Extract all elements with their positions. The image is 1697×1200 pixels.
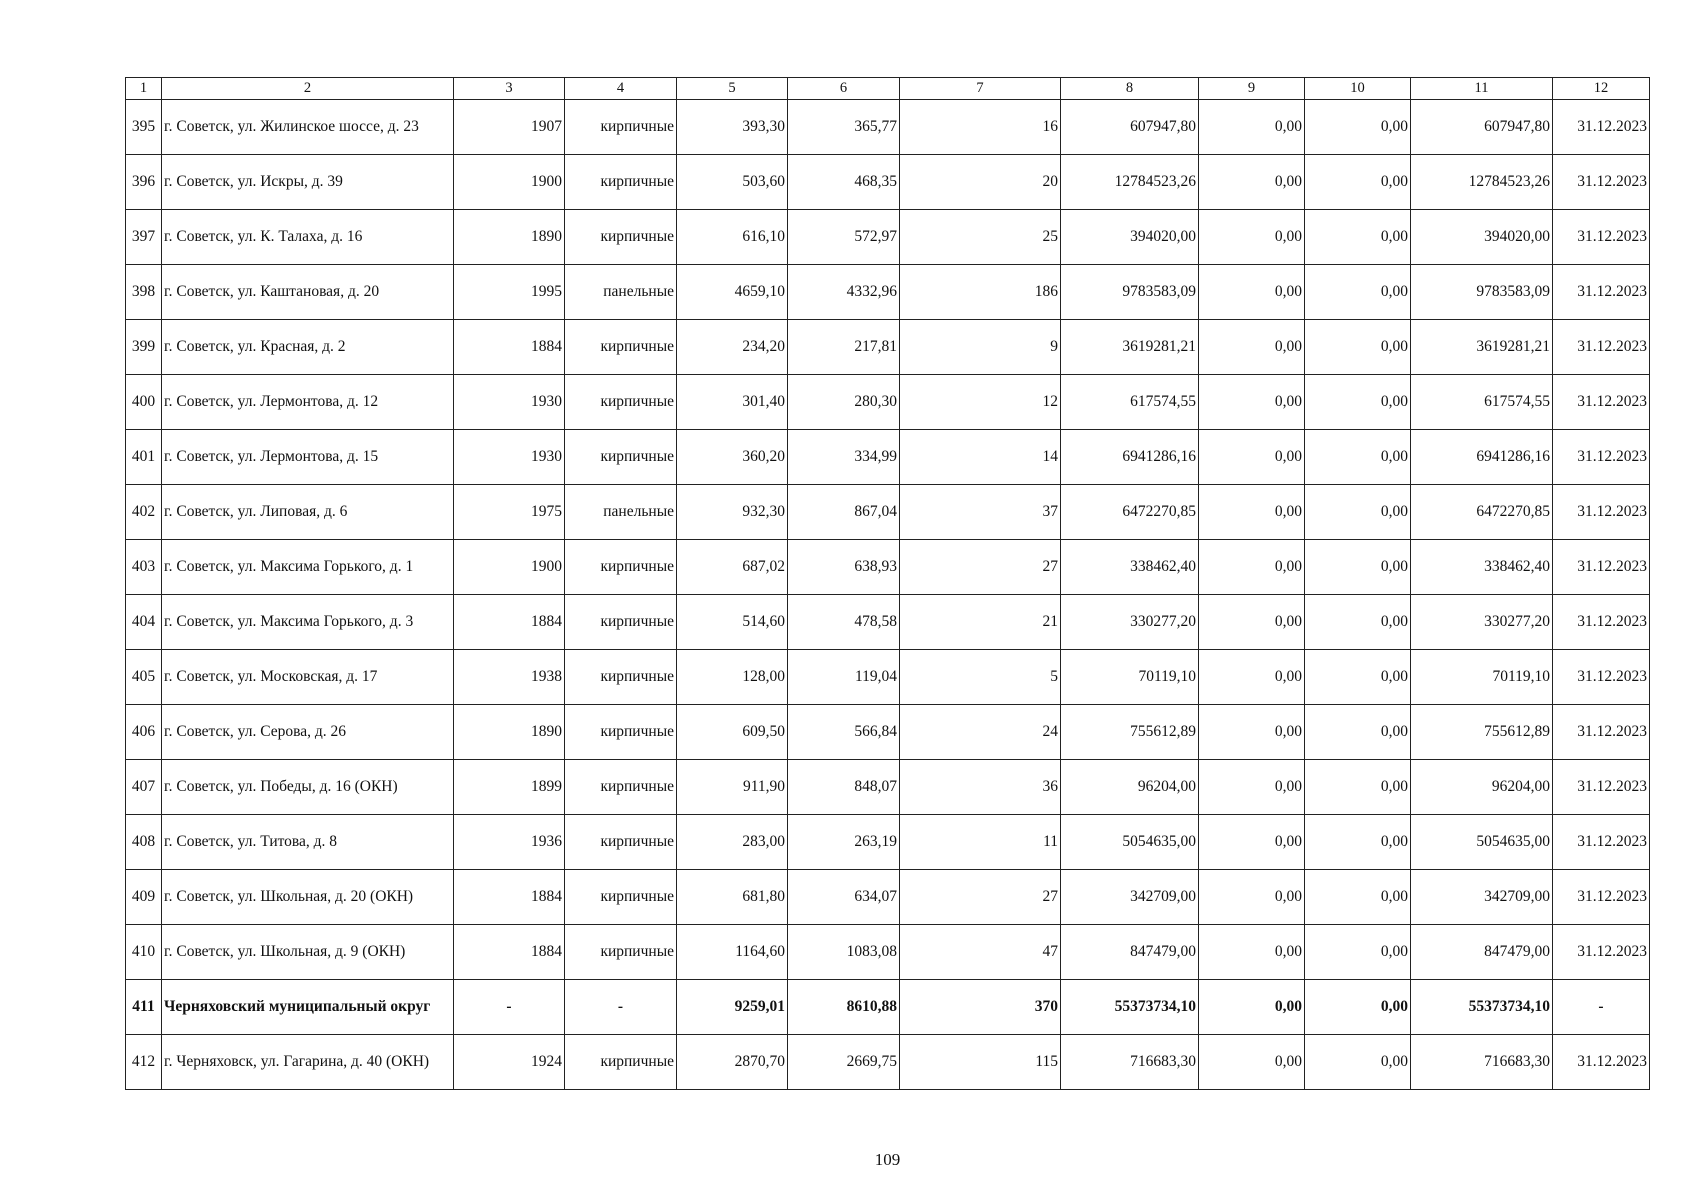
column-header: 12 (1553, 78, 1650, 100)
residential-area-cell: 263,19 (788, 815, 900, 870)
budget-cell: 0,00 (1305, 320, 1411, 375)
owner-funds-cell: 5054635,00 (1411, 815, 1553, 870)
deadline-cell: 31.12.2023 (1553, 485, 1650, 540)
residents-count-cell: 36 (900, 760, 1061, 815)
address-cell: г. Советск, ул. Максима Горького, д. 1 (162, 540, 454, 595)
deadline-cell: 31.12.2023 (1553, 540, 1650, 595)
total-area-cell: 234,20 (677, 320, 788, 375)
column-header: 5 (677, 78, 788, 100)
residents-count-cell: 27 (900, 540, 1061, 595)
address-cell: г. Советск, ул. Титова, д. 8 (162, 815, 454, 870)
total-area-cell: 932,30 (677, 485, 788, 540)
budget-cell: 0,00 (1305, 760, 1411, 815)
table-row (126, 595, 1650, 650)
year-cell: 1884 (454, 870, 565, 925)
cost-cell: 6941286,16 (1061, 430, 1199, 485)
table-row (126, 540, 1650, 595)
page-number: 109 (874, 1150, 901, 1169)
fund-cell: 0,00 (1199, 1035, 1305, 1090)
fund-cell: 0,00 (1199, 375, 1305, 430)
owner-funds-cell: 394020,00 (1411, 210, 1553, 265)
budget-cell: 0,00 (1305, 1035, 1411, 1090)
deadline-cell: 31.12.2023 (1553, 320, 1650, 375)
residential-area-cell: 867,04 (788, 485, 900, 540)
table-row (126, 320, 1650, 375)
column-header: 9 (1199, 78, 1305, 100)
residential-area-cell: 572,97 (788, 210, 900, 265)
table-row (126, 100, 1650, 155)
total-area-cell: 687,02 (677, 540, 788, 595)
row-number-cell: 406 (126, 705, 162, 760)
residents-count-cell: 27 (900, 870, 1061, 925)
address-cell: г. Советск, ул. Школьная, д. 20 (ОКН) (162, 870, 454, 925)
residential-area-cell: 334,99 (788, 430, 900, 485)
residents-count-cell: 16 (900, 100, 1061, 155)
column-header: 8 (1061, 78, 1199, 100)
cost-cell: 96204,00 (1061, 760, 1199, 815)
residential-area-cell: 468,35 (788, 155, 900, 210)
fund-cell: 0,00 (1199, 320, 1305, 375)
wall-material-cell: кирпичные (565, 595, 677, 650)
residents-count-cell: 5 (900, 650, 1061, 705)
wall-material-cell: кирпичные (565, 100, 677, 155)
row-number-cell: 402 (126, 485, 162, 540)
cost-cell: 847479,00 (1061, 925, 1199, 980)
fund-cell: 0,00 (1199, 760, 1305, 815)
deadline-cell: 31.12.2023 (1553, 155, 1650, 210)
wall-material-cell: кирпичные (565, 925, 677, 980)
cost-cell: 9783583,09 (1061, 265, 1199, 320)
table-row (126, 155, 1650, 210)
cost-cell: 3619281,21 (1061, 320, 1199, 375)
fund-cell: 0,00 (1199, 100, 1305, 155)
year-cell: 1936 (454, 815, 565, 870)
year-cell: 1930 (454, 375, 565, 430)
owner-funds-cell: 55373734,10 (1411, 980, 1553, 1035)
deadline-cell: 31.12.2023 (1553, 925, 1650, 980)
deadline-cell: 31.12.2023 (1553, 815, 1650, 870)
table-row (126, 925, 1650, 980)
residential-area-cell: 566,84 (788, 705, 900, 760)
deadline-cell: 31.12.2023 (1553, 210, 1650, 265)
residential-area-cell: 478,58 (788, 595, 900, 650)
residents-count-cell: 186 (900, 265, 1061, 320)
wall-material-cell: кирпичные (565, 1035, 677, 1090)
owner-funds-cell: 617574,55 (1411, 375, 1553, 430)
total-area-cell: 128,00 (677, 650, 788, 705)
wall-material-cell: кирпичные (565, 540, 677, 595)
table-row (126, 210, 1650, 265)
residents-count-cell: 14 (900, 430, 1061, 485)
fund-cell: 0,00 (1199, 540, 1305, 595)
wall-material-cell: кирпичные (565, 705, 677, 760)
budget-cell: 0,00 (1305, 595, 1411, 650)
year-cell: 1900 (454, 540, 565, 595)
column-header: 4 (565, 78, 677, 100)
column-header: 1 (126, 78, 162, 100)
year-cell: 1890 (454, 210, 565, 265)
fund-cell: 0,00 (1199, 430, 1305, 485)
cost-cell: 55373734,10 (1061, 980, 1199, 1035)
residential-area-cell: 8610,88 (788, 980, 900, 1035)
deadline-cell: 31.12.2023 (1553, 760, 1650, 815)
cost-cell: 607947,80 (1061, 100, 1199, 155)
fund-cell: 0,00 (1199, 155, 1305, 210)
wall-material-cell: - (565, 980, 677, 1035)
address-cell: г. Советск, ул. Жилинское шоссе, д. 23 (162, 100, 454, 155)
wall-material-cell: кирпичные (565, 375, 677, 430)
column-header: 6 (788, 78, 900, 100)
residential-area-cell: 634,07 (788, 870, 900, 925)
table-row (126, 485, 1650, 540)
table-row (126, 650, 1650, 705)
cost-cell: 617574,55 (1061, 375, 1199, 430)
wall-material-cell: кирпичные (565, 815, 677, 870)
address-cell: г. Советск, ул. К. Талаха, д. 16 (162, 210, 454, 265)
cost-cell: 755612,89 (1061, 705, 1199, 760)
row-number-cell: 396 (126, 155, 162, 210)
table-row (126, 705, 1650, 760)
address-cell: г. Советск, ул. Каштановая, д. 20 (162, 265, 454, 320)
residents-count-cell: 21 (900, 595, 1061, 650)
fund-cell: 0,00 (1199, 265, 1305, 320)
total-area-cell: 301,40 (677, 375, 788, 430)
residents-count-cell: 370 (900, 980, 1061, 1035)
owner-funds-cell: 716683,30 (1411, 1035, 1553, 1090)
column-header: 10 (1305, 78, 1411, 100)
row-number-cell: 405 (126, 650, 162, 705)
wall-material-cell: кирпичные (565, 870, 677, 925)
wall-material-cell: кирпичные (565, 650, 677, 705)
deadline-cell: 31.12.2023 (1553, 100, 1650, 155)
year-cell: - (454, 980, 565, 1035)
cost-cell: 338462,40 (1061, 540, 1199, 595)
total-area-cell: 514,60 (677, 595, 788, 650)
budget-cell: 0,00 (1305, 265, 1411, 320)
wall-material-cell: панельные (565, 265, 677, 320)
column-header: 11 (1411, 78, 1553, 100)
row-number-cell: 410 (126, 925, 162, 980)
residential-area-cell: 638,93 (788, 540, 900, 595)
deadline-cell: 31.12.2023 (1553, 1035, 1650, 1090)
budget-cell: 0,00 (1305, 870, 1411, 925)
year-cell: 1975 (454, 485, 565, 540)
residents-count-cell: 24 (900, 705, 1061, 760)
cost-cell: 70119,10 (1061, 650, 1199, 705)
total-area-cell: 4659,10 (677, 265, 788, 320)
address-cell: г. Советск, ул. Серова, д. 26 (162, 705, 454, 760)
housing-registry-table (125, 77, 1650, 1090)
year-cell: 1890 (454, 705, 565, 760)
year-cell: 1924 (454, 1035, 565, 1090)
residents-count-cell: 115 (900, 1035, 1061, 1090)
row-number-cell: 404 (126, 595, 162, 650)
deadline-cell: 31.12.2023 (1553, 430, 1650, 485)
residential-area-cell: 848,07 (788, 760, 900, 815)
cost-cell: 330277,20 (1061, 595, 1199, 650)
budget-cell: 0,00 (1305, 980, 1411, 1035)
fund-cell: 0,00 (1199, 650, 1305, 705)
owner-funds-cell: 330277,20 (1411, 595, 1553, 650)
owner-funds-cell: 342709,00 (1411, 870, 1553, 925)
budget-cell: 0,00 (1305, 430, 1411, 485)
deadline-cell: 31.12.2023 (1553, 870, 1650, 925)
residential-area-cell: 1083,08 (788, 925, 900, 980)
row-number-cell: 409 (126, 870, 162, 925)
cost-cell: 5054635,00 (1061, 815, 1199, 870)
column-header: 2 (162, 78, 454, 100)
residents-count-cell: 20 (900, 155, 1061, 210)
fund-cell: 0,00 (1199, 210, 1305, 265)
budget-cell: 0,00 (1305, 650, 1411, 705)
year-cell: 1907 (454, 100, 565, 155)
owner-funds-cell: 6472270,85 (1411, 485, 1553, 540)
residents-count-cell: 11 (900, 815, 1061, 870)
owner-funds-cell: 755612,89 (1411, 705, 1553, 760)
total-area-cell: 393,30 (677, 100, 788, 155)
year-cell: 1995 (454, 265, 565, 320)
table-row (126, 430, 1650, 485)
fund-cell: 0,00 (1199, 870, 1305, 925)
column-header: 3 (454, 78, 565, 100)
cost-cell: 12784523,26 (1061, 155, 1199, 210)
row-number-cell: 411 (126, 980, 162, 1035)
deadline-cell: 31.12.2023 (1553, 595, 1650, 650)
year-cell: 1884 (454, 925, 565, 980)
wall-material-cell: кирпичные (565, 760, 677, 815)
budget-cell: 0,00 (1305, 485, 1411, 540)
owner-funds-cell: 9783583,09 (1411, 265, 1553, 320)
residents-count-cell: 9 (900, 320, 1061, 375)
year-cell: 1930 (454, 430, 565, 485)
year-cell: 1884 (454, 595, 565, 650)
deadline-cell: 31.12.2023 (1553, 650, 1650, 705)
fund-cell: 0,00 (1199, 925, 1305, 980)
column-header: 7 (900, 78, 1061, 100)
address-cell: г. Советск, ул. Красная, д. 2 (162, 320, 454, 375)
deadline-cell: - (1553, 980, 1650, 1035)
residential-area-cell: 365,77 (788, 100, 900, 155)
total-area-cell: 609,50 (677, 705, 788, 760)
total-area-cell: 911,90 (677, 760, 788, 815)
address-cell: г. Черняховск, ул. Гагарина, д. 40 (ОКН) (162, 1035, 454, 1090)
table-row (126, 815, 1650, 870)
owner-funds-cell: 3619281,21 (1411, 320, 1553, 375)
row-number-cell: 399 (126, 320, 162, 375)
budget-cell: 0,00 (1305, 375, 1411, 430)
residents-count-cell: 12 (900, 375, 1061, 430)
address-cell: г. Советск, ул. Лермонтова, д. 12 (162, 375, 454, 430)
residents-count-cell: 47 (900, 925, 1061, 980)
owner-funds-cell: 12784523,26 (1411, 155, 1553, 210)
row-number-cell: 397 (126, 210, 162, 265)
row-number-cell: 400 (126, 375, 162, 430)
address-cell: г. Советск, ул. Максима Горького, д. 3 (162, 595, 454, 650)
row-number-cell: 401 (126, 430, 162, 485)
table-row (126, 265, 1650, 320)
fund-cell: 0,00 (1199, 815, 1305, 870)
fund-cell: 0,00 (1199, 705, 1305, 760)
total-area-cell: 616,10 (677, 210, 788, 265)
owner-funds-cell: 607947,80 (1411, 100, 1553, 155)
budget-cell: 0,00 (1305, 210, 1411, 265)
address-cell: г. Советск, ул. Победы, д. 16 (ОКН) (162, 760, 454, 815)
table-row (126, 760, 1650, 815)
table-body (126, 100, 1650, 1090)
year-cell: 1899 (454, 760, 565, 815)
year-cell: 1884 (454, 320, 565, 375)
total-area-cell: 503,60 (677, 155, 788, 210)
table-row (126, 375, 1650, 430)
total-area-cell: 1164,60 (677, 925, 788, 980)
budget-cell: 0,00 (1305, 100, 1411, 155)
address-cell: г. Советск, ул. Лермонтова, д. 15 (162, 430, 454, 485)
year-cell: 1938 (454, 650, 565, 705)
address-cell: Черняховский муниципальный округ (162, 980, 454, 1035)
deadline-cell: 31.12.2023 (1553, 265, 1650, 320)
row-number-cell: 395 (126, 100, 162, 155)
deadline-cell: 31.12.2023 (1553, 705, 1650, 760)
budget-cell: 0,00 (1305, 540, 1411, 595)
owner-funds-cell: 847479,00 (1411, 925, 1553, 980)
budget-cell: 0,00 (1305, 155, 1411, 210)
row-number-cell: 408 (126, 815, 162, 870)
residential-area-cell: 217,81 (788, 320, 900, 375)
row-number-cell: 398 (126, 265, 162, 320)
total-area-cell: 681,80 (677, 870, 788, 925)
residential-area-cell: 119,04 (788, 650, 900, 705)
residents-count-cell: 37 (900, 485, 1061, 540)
table-row (126, 870, 1650, 925)
address-cell: г. Советск, ул. Искры, д. 39 (162, 155, 454, 210)
total-area-cell: 2870,70 (677, 1035, 788, 1090)
total-area-cell: 360,20 (677, 430, 788, 485)
row-number-cell: 407 (126, 760, 162, 815)
residents-count-cell: 25 (900, 210, 1061, 265)
budget-cell: 0,00 (1305, 705, 1411, 760)
residential-area-cell: 4332,96 (788, 265, 900, 320)
address-cell: г. Советск, ул. Школьная, д. 9 (ОКН) (162, 925, 454, 980)
budget-cell: 0,00 (1305, 925, 1411, 980)
fund-cell: 0,00 (1199, 595, 1305, 650)
cost-cell: 394020,00 (1061, 210, 1199, 265)
cost-cell: 6472270,85 (1061, 485, 1199, 540)
cost-cell: 716683,30 (1061, 1035, 1199, 1090)
owner-funds-cell: 70119,10 (1411, 650, 1553, 705)
table-total-row (126, 980, 1650, 1035)
total-area-cell: 9259,01 (677, 980, 788, 1035)
row-number-cell: 412 (126, 1035, 162, 1090)
wall-material-cell: кирпичные (565, 430, 677, 485)
total-area-cell: 283,00 (677, 815, 788, 870)
owner-funds-cell: 338462,40 (1411, 540, 1553, 595)
deadline-cell: 31.12.2023 (1553, 375, 1650, 430)
residential-area-cell: 280,30 (788, 375, 900, 430)
wall-material-cell: кирпичные (565, 320, 677, 375)
wall-material-cell: кирпичные (565, 210, 677, 265)
address-cell: г. Советск, ул. Липовая, д. 6 (162, 485, 454, 540)
table-row (126, 1035, 1650, 1090)
cost-cell: 342709,00 (1061, 870, 1199, 925)
fund-cell: 0,00 (1199, 980, 1305, 1035)
column-number-header (126, 78, 1650, 100)
wall-material-cell: кирпичные (565, 155, 677, 210)
fund-cell: 0,00 (1199, 485, 1305, 540)
row-number-cell: 403 (126, 540, 162, 595)
owner-funds-cell: 96204,00 (1411, 760, 1553, 815)
year-cell: 1900 (454, 155, 565, 210)
address-cell: г. Советск, ул. Московская, д. 17 (162, 650, 454, 705)
residential-area-cell: 2669,75 (788, 1035, 900, 1090)
owner-funds-cell: 6941286,16 (1411, 430, 1553, 485)
wall-material-cell: панельные (565, 485, 677, 540)
budget-cell: 0,00 (1305, 815, 1411, 870)
